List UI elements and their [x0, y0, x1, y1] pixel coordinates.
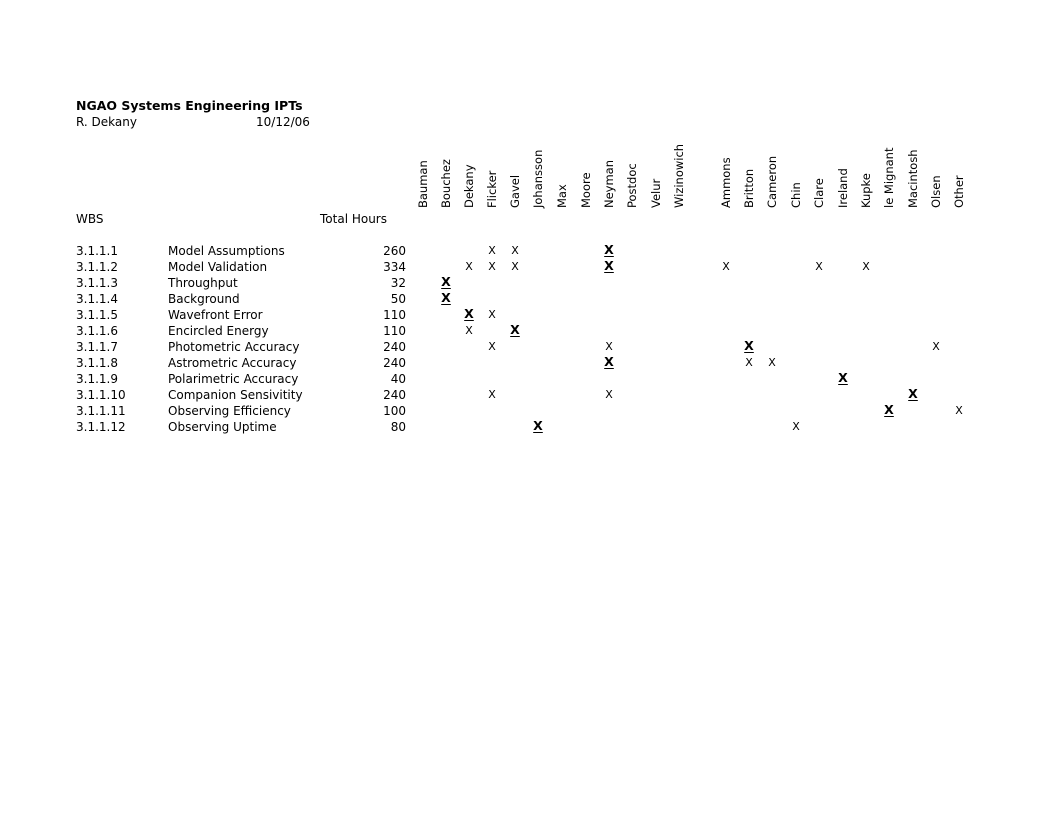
total-hours-value: 240	[383, 340, 406, 354]
assignment-mark: X	[488, 388, 496, 401]
assignment-mark: X	[745, 356, 753, 369]
lead-assignment-mark: X	[464, 306, 474, 321]
assignment-mark: X	[792, 420, 800, 433]
person-header-8: Neyman	[602, 159, 616, 208]
task-name: Astrometric Accuracy	[168, 356, 297, 370]
person-header-16: Clare	[812, 178, 826, 208]
assignment-mark: X	[932, 340, 940, 353]
person-header-5: Johansson	[531, 149, 545, 208]
document-date: 10/12/06	[256, 115, 310, 129]
wbs-code: 3.1.1.10	[76, 388, 126, 402]
task-name: Observing Efficiency	[168, 404, 291, 418]
assignment-mark: X	[511, 260, 519, 273]
person-header-6: Max	[555, 184, 569, 208]
assignment-mark: X	[768, 356, 776, 369]
task-name: Encircled Energy	[168, 324, 269, 338]
total-hours-value: 240	[383, 356, 406, 370]
task-name: Photometric Accuracy	[168, 340, 300, 354]
assignment-mark: X	[488, 340, 496, 353]
assignment-mark: X	[511, 244, 519, 257]
lead-assignment-mark: X	[908, 386, 918, 401]
task-name: Observing Uptime	[168, 420, 277, 434]
wbs-code: 3.1.1.2	[76, 260, 118, 274]
person-header-9: Postdoc	[625, 163, 639, 208]
lead-assignment-mark: X	[441, 274, 451, 289]
assignment-mark: X	[605, 388, 613, 401]
wbs-code: 3.1.1.4	[76, 292, 118, 306]
assignment-mark: X	[488, 260, 496, 273]
lead-assignment-mark: X	[604, 354, 614, 369]
person-header-11: Wizinowich	[672, 143, 686, 208]
person-header-10: Velur	[649, 178, 663, 208]
total-hours-value: 110	[383, 324, 406, 338]
wbs-code: 3.1.1.8	[76, 356, 118, 370]
assignment-mark: X	[465, 324, 473, 337]
assignment-mark: X	[605, 340, 613, 353]
lead-assignment-mark: X	[510, 322, 520, 337]
person-header-13: Britton	[742, 168, 756, 208]
person-header-18: Kupke	[859, 173, 873, 208]
task-name: Background	[168, 292, 240, 306]
person-header-0: Bauman	[416, 160, 430, 208]
task-name: Throughput	[168, 276, 238, 290]
assignment-mark: X	[465, 260, 473, 273]
person-header-20: Macintosh	[906, 149, 920, 208]
total-hours-value: 110	[383, 308, 406, 322]
total-hours-value: 80	[390, 420, 406, 434]
person-header-17: Ireland	[836, 168, 850, 208]
wbs-column-header: WBS	[76, 212, 104, 226]
wbs-code: 3.1.1.7	[76, 340, 118, 354]
person-header-1: Bouchez	[439, 159, 453, 208]
person-header-19: le Mignant	[882, 147, 896, 208]
assignment-mark: X	[955, 404, 963, 417]
assignment-mark: X	[488, 308, 496, 321]
total-hours-value: 32	[390, 276, 406, 290]
person-header-22: Other	[952, 175, 966, 208]
document-title: NGAO Systems Engineering IPTs	[76, 98, 303, 113]
assignment-mark: X	[722, 260, 730, 273]
task-name: Polarimetric Accuracy	[168, 372, 299, 386]
wbs-code: 3.1.1.11	[76, 404, 126, 418]
total-hours-value: 50	[390, 292, 406, 306]
wbs-code: 3.1.1.3	[76, 276, 118, 290]
lead-assignment-mark: X	[884, 402, 894, 417]
total-hours-column-header: Total Hours	[320, 212, 387, 226]
assignment-mark: X	[862, 260, 870, 273]
person-header-4: Gavel	[508, 174, 522, 208]
total-hours-value: 240	[383, 388, 406, 402]
task-name: Model Validation	[168, 260, 268, 274]
person-header-21: Olsen	[929, 175, 943, 208]
assignment-mark: X	[488, 244, 496, 257]
lead-assignment-mark: X	[441, 290, 451, 305]
total-hours-value: 260	[383, 244, 406, 258]
person-header-2: Dekany	[462, 164, 476, 208]
wbs-code: 3.1.1.9	[76, 372, 118, 386]
total-hours-value: 40	[390, 372, 406, 386]
person-header-3: Flicker	[485, 170, 499, 208]
lead-assignment-mark: X	[604, 258, 614, 273]
person-header-12: Ammons	[719, 157, 733, 208]
lead-assignment-mark: X	[838, 370, 848, 385]
total-hours-value: 100	[383, 404, 406, 418]
person-header-15: Chin	[789, 182, 803, 208]
person-header-7: Moore	[579, 172, 593, 208]
author-name: R. Dekany	[76, 115, 137, 129]
lead-assignment-mark: X	[604, 242, 614, 257]
task-name: Wavefront Error	[168, 308, 263, 322]
wbs-code: 3.1.1.12	[76, 420, 126, 434]
lead-assignment-mark: X	[533, 418, 543, 433]
wbs-code: 3.1.1.5	[76, 308, 118, 322]
assignment-mark: X	[815, 260, 823, 273]
lead-assignment-mark: X	[744, 338, 754, 353]
person-header-14: Cameron	[765, 155, 779, 208]
total-hours-value: 334	[383, 260, 406, 274]
task-name: Model Assumptions	[168, 244, 285, 258]
wbs-code: 3.1.1.1	[76, 244, 118, 258]
wbs-code: 3.1.1.6	[76, 324, 118, 338]
task-name: Companion Sensivitity	[168, 388, 303, 402]
